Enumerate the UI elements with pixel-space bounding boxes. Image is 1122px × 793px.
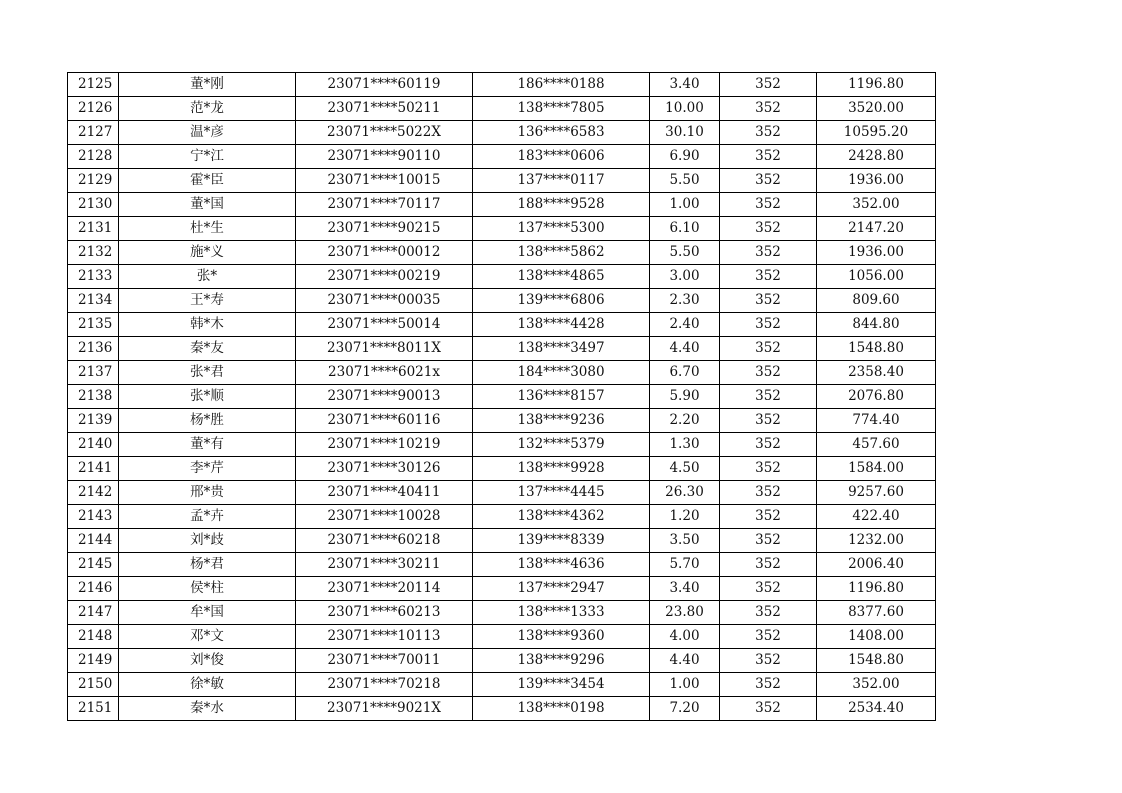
table-row bbox=[68, 289, 936, 313]
name-cell: 董*国 bbox=[119, 193, 296, 217]
area-cell: 5.90 bbox=[650, 385, 720, 409]
row-number-cell: 2149 bbox=[68, 649, 119, 673]
phone-cell: 188****9528 bbox=[473, 193, 650, 217]
amount-cell: 1408.00 bbox=[817, 625, 936, 649]
phone-cell: 139****8339 bbox=[473, 529, 650, 553]
phone-cell: 139****6806 bbox=[473, 289, 650, 313]
area-cell: 4.50 bbox=[650, 457, 720, 481]
name-cell: 孟*卉 bbox=[119, 505, 296, 529]
rate-cell: 352 bbox=[720, 553, 817, 577]
area-cell: 30.10 bbox=[650, 121, 720, 145]
area-cell: 1.00 bbox=[650, 673, 720, 697]
table-row bbox=[68, 313, 936, 337]
row-number-cell: 2133 bbox=[68, 265, 119, 289]
name-cell: 施*义 bbox=[119, 241, 296, 265]
area-cell: 6.90 bbox=[650, 145, 720, 169]
phone-cell: 138****9236 bbox=[473, 409, 650, 433]
id-number-cell: 23071****50014 bbox=[296, 313, 473, 337]
row-number-cell: 2131 bbox=[68, 217, 119, 241]
name-cell: 霍*臣 bbox=[119, 169, 296, 193]
table-row bbox=[68, 673, 936, 697]
area-cell: 4.00 bbox=[650, 625, 720, 649]
id-number-cell: 23071****60218 bbox=[296, 529, 473, 553]
rate-cell: 352 bbox=[720, 145, 817, 169]
amount-cell: 2428.80 bbox=[817, 145, 936, 169]
id-number-cell: 23071****10113 bbox=[296, 625, 473, 649]
phone-cell: 138****4362 bbox=[473, 505, 650, 529]
rate-cell: 352 bbox=[720, 457, 817, 481]
rate-cell: 352 bbox=[720, 505, 817, 529]
name-cell: 杨*君 bbox=[119, 553, 296, 577]
table-row bbox=[68, 361, 936, 385]
name-cell: 张*君 bbox=[119, 361, 296, 385]
row-number-cell: 2125 bbox=[68, 73, 119, 97]
row-number-cell: 2142 bbox=[68, 481, 119, 505]
phone-cell: 183****0606 bbox=[473, 145, 650, 169]
area-cell: 10.00 bbox=[650, 97, 720, 121]
phone-cell: 138****0198 bbox=[473, 697, 650, 721]
name-cell: 杨*胜 bbox=[119, 409, 296, 433]
name-cell: 秦*友 bbox=[119, 337, 296, 361]
rate-cell: 352 bbox=[720, 121, 817, 145]
area-cell: 1.30 bbox=[650, 433, 720, 457]
id-number-cell: 23071****20114 bbox=[296, 577, 473, 601]
rate-cell: 352 bbox=[720, 673, 817, 697]
rate-cell: 352 bbox=[720, 577, 817, 601]
amount-cell: 352.00 bbox=[817, 193, 936, 217]
row-number-cell: 2147 bbox=[68, 601, 119, 625]
table-row bbox=[68, 481, 936, 505]
id-number-cell: 23071****90110 bbox=[296, 145, 473, 169]
area-cell: 2.30 bbox=[650, 289, 720, 313]
area-cell: 3.40 bbox=[650, 577, 720, 601]
amount-cell: 3520.00 bbox=[817, 97, 936, 121]
table-row bbox=[68, 241, 936, 265]
amount-cell: 10595.20 bbox=[817, 121, 936, 145]
id-number-cell: 23071****60116 bbox=[296, 409, 473, 433]
area-cell: 5.50 bbox=[650, 241, 720, 265]
phone-cell: 138****4865 bbox=[473, 265, 650, 289]
rate-cell: 352 bbox=[720, 289, 817, 313]
id-number-cell: 23071****70011 bbox=[296, 649, 473, 673]
amount-cell: 1548.80 bbox=[817, 337, 936, 361]
name-cell: 宁*江 bbox=[119, 145, 296, 169]
name-cell: 王*寿 bbox=[119, 289, 296, 313]
id-number-cell: 23071****9021X bbox=[296, 697, 473, 721]
name-cell: 张* bbox=[119, 265, 296, 289]
table-row bbox=[68, 121, 936, 145]
rate-cell: 352 bbox=[720, 529, 817, 553]
rate-cell: 352 bbox=[720, 265, 817, 289]
rate-cell: 352 bbox=[720, 217, 817, 241]
name-cell: 邢*贵 bbox=[119, 481, 296, 505]
name-cell: 刘*俊 bbox=[119, 649, 296, 673]
name-cell: 董*刚 bbox=[119, 73, 296, 97]
area-cell: 1.20 bbox=[650, 505, 720, 529]
id-number-cell: 23071****90013 bbox=[296, 385, 473, 409]
row-number-cell: 2128 bbox=[68, 145, 119, 169]
table-row bbox=[68, 217, 936, 241]
name-cell: 邓*文 bbox=[119, 625, 296, 649]
table-row bbox=[68, 385, 936, 409]
phone-cell: 138****4636 bbox=[473, 553, 650, 577]
id-number-cell: 23071****30211 bbox=[296, 553, 473, 577]
rate-cell: 352 bbox=[720, 97, 817, 121]
row-number-cell: 2127 bbox=[68, 121, 119, 145]
phone-cell: 137****4445 bbox=[473, 481, 650, 505]
phone-cell: 137****5300 bbox=[473, 217, 650, 241]
phone-cell: 137****2947 bbox=[473, 577, 650, 601]
amount-cell: 2534.40 bbox=[817, 697, 936, 721]
rate-cell: 352 bbox=[720, 433, 817, 457]
id-number-cell: 23071****60213 bbox=[296, 601, 473, 625]
row-number-cell: 2135 bbox=[68, 313, 119, 337]
rate-cell: 352 bbox=[720, 649, 817, 673]
area-cell: 23.80 bbox=[650, 601, 720, 625]
phone-cell: 184****3080 bbox=[473, 361, 650, 385]
rate-cell: 352 bbox=[720, 313, 817, 337]
table-row bbox=[68, 73, 936, 97]
amount-cell: 1548.80 bbox=[817, 649, 936, 673]
name-cell: 温*彦 bbox=[119, 121, 296, 145]
table-row bbox=[68, 601, 936, 625]
rate-cell: 352 bbox=[720, 385, 817, 409]
area-cell: 6.10 bbox=[650, 217, 720, 241]
row-number-cell: 2130 bbox=[68, 193, 119, 217]
phone-cell: 136****6583 bbox=[473, 121, 650, 145]
id-number-cell: 23071****70117 bbox=[296, 193, 473, 217]
amount-cell: 2006.40 bbox=[817, 553, 936, 577]
name-cell: 张*顺 bbox=[119, 385, 296, 409]
id-number-cell: 23071****00035 bbox=[296, 289, 473, 313]
amount-cell: 844.80 bbox=[817, 313, 936, 337]
name-cell: 李*芹 bbox=[119, 457, 296, 481]
row-number-cell: 2136 bbox=[68, 337, 119, 361]
rate-cell: 352 bbox=[720, 481, 817, 505]
row-number-cell: 2132 bbox=[68, 241, 119, 265]
id-number-cell: 23071****10219 bbox=[296, 433, 473, 457]
amount-cell: 8377.60 bbox=[817, 601, 936, 625]
phone-cell: 138****9360 bbox=[473, 625, 650, 649]
row-number-cell: 2134 bbox=[68, 289, 119, 313]
rate-cell: 352 bbox=[720, 409, 817, 433]
id-number-cell: 23071****70218 bbox=[296, 673, 473, 697]
area-cell: 5.50 bbox=[650, 169, 720, 193]
phone-cell: 138****3497 bbox=[473, 337, 650, 361]
amount-cell: 1056.00 bbox=[817, 265, 936, 289]
name-cell: 董*有 bbox=[119, 433, 296, 457]
table-row bbox=[68, 697, 936, 721]
name-cell: 范*龙 bbox=[119, 97, 296, 121]
id-number-cell: 23071****5022X bbox=[296, 121, 473, 145]
row-number-cell: 2146 bbox=[68, 577, 119, 601]
phone-cell: 186****0188 bbox=[473, 73, 650, 97]
id-number-cell: 23071****10028 bbox=[296, 505, 473, 529]
table-row bbox=[68, 553, 936, 577]
area-cell: 2.20 bbox=[650, 409, 720, 433]
table-row bbox=[68, 433, 936, 457]
area-cell: 7.20 bbox=[650, 697, 720, 721]
id-number-cell: 23071****60119 bbox=[296, 73, 473, 97]
id-number-cell: 23071****6021x bbox=[296, 361, 473, 385]
phone-cell: 139****3454 bbox=[473, 673, 650, 697]
amount-cell: 1584.00 bbox=[817, 457, 936, 481]
name-cell: 牟*国 bbox=[119, 601, 296, 625]
name-cell: 侯*柱 bbox=[119, 577, 296, 601]
table-row bbox=[68, 625, 936, 649]
area-cell: 4.40 bbox=[650, 649, 720, 673]
row-number-cell: 2151 bbox=[68, 697, 119, 721]
rate-cell: 352 bbox=[720, 697, 817, 721]
amount-cell: 1936.00 bbox=[817, 241, 936, 265]
rate-cell: 352 bbox=[720, 241, 817, 265]
table-row bbox=[68, 457, 936, 481]
row-number-cell: 2148 bbox=[68, 625, 119, 649]
subsidy-table bbox=[67, 72, 936, 721]
rate-cell: 352 bbox=[720, 601, 817, 625]
table-row bbox=[68, 145, 936, 169]
row-number-cell: 2129 bbox=[68, 169, 119, 193]
amount-cell: 457.60 bbox=[817, 433, 936, 457]
row-number-cell: 2143 bbox=[68, 505, 119, 529]
name-cell: 韩*木 bbox=[119, 313, 296, 337]
row-number-cell: 2139 bbox=[68, 409, 119, 433]
table-row bbox=[68, 97, 936, 121]
area-cell: 26.30 bbox=[650, 481, 720, 505]
table-row bbox=[68, 409, 936, 433]
area-cell: 3.00 bbox=[650, 265, 720, 289]
id-number-cell: 23071****8011X bbox=[296, 337, 473, 361]
row-number-cell: 2144 bbox=[68, 529, 119, 553]
phone-cell: 132****5379 bbox=[473, 433, 650, 457]
area-cell: 4.40 bbox=[650, 337, 720, 361]
area-cell: 6.70 bbox=[650, 361, 720, 385]
amount-cell: 352.00 bbox=[817, 673, 936, 697]
amount-cell: 2358.40 bbox=[817, 361, 936, 385]
rate-cell: 352 bbox=[720, 361, 817, 385]
amount-cell: 1196.80 bbox=[817, 577, 936, 601]
row-number-cell: 2145 bbox=[68, 553, 119, 577]
table-row bbox=[68, 265, 936, 289]
area-cell: 3.50 bbox=[650, 529, 720, 553]
name-cell: 刘*歧 bbox=[119, 529, 296, 553]
amount-cell: 2076.80 bbox=[817, 385, 936, 409]
amount-cell: 422.40 bbox=[817, 505, 936, 529]
table-row bbox=[68, 649, 936, 673]
id-number-cell: 23071****50211 bbox=[296, 97, 473, 121]
row-number-cell: 2150 bbox=[68, 673, 119, 697]
amount-cell: 2147.20 bbox=[817, 217, 936, 241]
amount-cell: 1936.00 bbox=[817, 169, 936, 193]
id-number-cell: 23071****90215 bbox=[296, 217, 473, 241]
id-number-cell: 23071****00012 bbox=[296, 241, 473, 265]
area-cell: 1.00 bbox=[650, 193, 720, 217]
id-number-cell: 23071****30126 bbox=[296, 457, 473, 481]
rate-cell: 352 bbox=[720, 337, 817, 361]
phone-cell: 138****9928 bbox=[473, 457, 650, 481]
phone-cell: 138****1333 bbox=[473, 601, 650, 625]
amount-cell: 774.40 bbox=[817, 409, 936, 433]
phone-cell: 136****8157 bbox=[473, 385, 650, 409]
rate-cell: 352 bbox=[720, 193, 817, 217]
table-body bbox=[68, 73, 936, 721]
area-cell: 5.70 bbox=[650, 553, 720, 577]
phone-cell: 138****5862 bbox=[473, 241, 650, 265]
table-row bbox=[68, 577, 936, 601]
table-row bbox=[68, 193, 936, 217]
phone-cell: 138****4428 bbox=[473, 313, 650, 337]
area-cell: 3.40 bbox=[650, 73, 720, 97]
row-number-cell: 2126 bbox=[68, 97, 119, 121]
rate-cell: 352 bbox=[720, 169, 817, 193]
row-number-cell: 2140 bbox=[68, 433, 119, 457]
table-row bbox=[68, 169, 936, 193]
id-number-cell: 23071****10015 bbox=[296, 169, 473, 193]
row-number-cell: 2138 bbox=[68, 385, 119, 409]
id-number-cell: 23071****00219 bbox=[296, 265, 473, 289]
name-cell: 徐*敏 bbox=[119, 673, 296, 697]
amount-cell: 809.60 bbox=[817, 289, 936, 313]
table-row bbox=[68, 337, 936, 361]
name-cell: 杜*生 bbox=[119, 217, 296, 241]
phone-cell: 138****7805 bbox=[473, 97, 650, 121]
area-cell: 2.40 bbox=[650, 313, 720, 337]
id-number-cell: 23071****40411 bbox=[296, 481, 473, 505]
row-number-cell: 2141 bbox=[68, 457, 119, 481]
rate-cell: 352 bbox=[720, 73, 817, 97]
row-number-cell: 2137 bbox=[68, 361, 119, 385]
amount-cell: 9257.60 bbox=[817, 481, 936, 505]
phone-cell: 137****0117 bbox=[473, 169, 650, 193]
rate-cell: 352 bbox=[720, 625, 817, 649]
phone-cell: 138****9296 bbox=[473, 649, 650, 673]
amount-cell: 1232.00 bbox=[817, 529, 936, 553]
table-row bbox=[68, 529, 936, 553]
amount-cell: 1196.80 bbox=[817, 73, 936, 97]
name-cell: 秦*水 bbox=[119, 697, 296, 721]
table-row bbox=[68, 505, 936, 529]
